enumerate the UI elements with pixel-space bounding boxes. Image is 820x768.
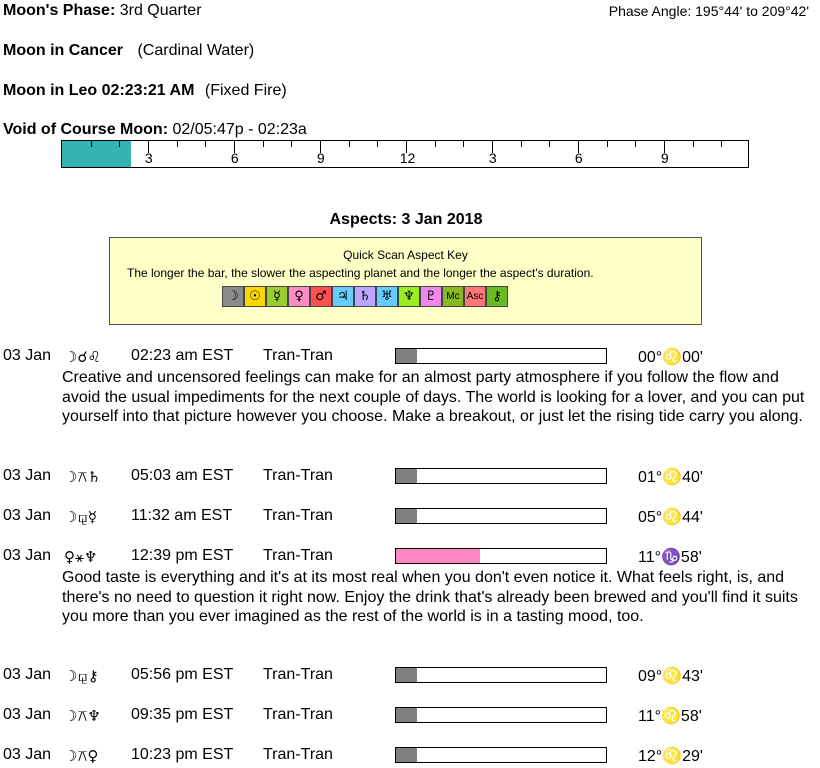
timeline-tick xyxy=(349,141,350,147)
pluto-icon: ♇ xyxy=(420,286,442,307)
aspect-duration-bar xyxy=(395,548,607,564)
aspect-row xyxy=(0,467,820,489)
timeline-hour-label: 6 xyxy=(230,150,239,166)
aspect-symbols: ☽⚻♄ xyxy=(64,468,101,486)
void-of-course-timeline xyxy=(61,140,749,168)
phase-angle-label: Phase Angle: xyxy=(608,3,692,19)
chiron-icon: ⚷ xyxy=(486,286,508,307)
timeline-tick xyxy=(435,141,436,147)
moon-sign-1-type: (Cardinal Water) xyxy=(137,42,255,59)
timeline-tick xyxy=(377,141,378,147)
aspect-date: 03 Jan xyxy=(3,666,52,683)
timeline-tick xyxy=(549,141,550,147)
midheaven-icon: Mc xyxy=(442,286,464,307)
timeline-hour-label: 9 xyxy=(316,150,325,166)
timeline-hour-label: 12 xyxy=(399,150,416,166)
aspect-row xyxy=(0,706,820,728)
timeline-hour-label: 6 xyxy=(574,150,583,166)
aspect-duration-fill xyxy=(396,668,417,682)
aspect-symbols: ☽⚼⚷ xyxy=(64,667,99,685)
aspect-type: Tran-Tran xyxy=(263,706,333,723)
aspect-time: 12:39 pm EST xyxy=(131,547,234,564)
phase-angle-line xyxy=(609,3,809,19)
timeline-tick xyxy=(721,141,722,147)
aspect-duration-fill xyxy=(396,549,480,563)
aspect-date: 03 Jan xyxy=(3,507,52,524)
moon-phase-line xyxy=(3,2,202,20)
aspect-duration-bar xyxy=(395,707,607,723)
aspect-interpretation: Good taste is everything and it's at its most real when you don't even notice it. What feels right, is, and there's no need to question it right now. Enjoy the drink that's already been brewed and you'll find it suits you more than you ever imagined as the rest of the world is in a tasting mood, too. xyxy=(62,569,798,625)
neptune-icon: ♆ xyxy=(398,286,420,307)
aspect-symbols: ☽☌♌ xyxy=(64,348,101,366)
timeline-hour-label: 3 xyxy=(488,150,497,166)
aspect-position: 01°♌40' xyxy=(638,469,703,486)
key-description: The longer the bar, the slower the aspecting planet and the longer the aspect's duration. xyxy=(127,266,594,280)
ascendant-icon: Asc xyxy=(464,286,486,307)
aspect-position: 11°♑58' xyxy=(638,549,702,566)
timeline-tick xyxy=(463,141,464,147)
aspect-date: 03 Jan xyxy=(3,467,52,484)
aspect-duration-fill xyxy=(396,469,417,483)
timeline-tick xyxy=(635,141,636,147)
aspect-row xyxy=(0,746,820,768)
mercury-icon: ☿ xyxy=(266,286,288,307)
timeline-tick xyxy=(91,141,92,147)
uranus-icon: ♅ xyxy=(376,286,398,307)
sun-icon: ☉ xyxy=(244,286,266,307)
moon-sign-line-1 xyxy=(3,42,254,60)
quick-scan-key xyxy=(109,237,702,325)
aspect-symbols: ♀⚹♆ xyxy=(64,548,98,566)
aspect-time: 05:56 pm EST xyxy=(131,666,234,683)
aspect-date: 03 Jan xyxy=(3,347,52,364)
aspect-type: Tran-Tran xyxy=(263,746,333,763)
aspect-type: Tran-Tran xyxy=(263,666,333,683)
timeline-tick xyxy=(693,141,694,147)
timeline-tick xyxy=(263,141,264,147)
aspect-type: Tran-Tran xyxy=(263,547,333,564)
aspect-row xyxy=(0,507,820,529)
aspect-row xyxy=(0,547,820,569)
aspect-duration-bar xyxy=(395,508,607,524)
aspect-symbols: ☽⚼☿ xyxy=(64,508,98,526)
timeline-tick xyxy=(119,141,120,147)
key-planet-row xyxy=(222,286,508,307)
jupiter-icon: ♃ xyxy=(332,286,354,307)
aspect-duration-fill xyxy=(396,349,417,363)
aspect-position: 12°♌29' xyxy=(638,748,703,765)
mars-icon: ♂ xyxy=(310,286,332,307)
aspect-time: 09:35 pm EST xyxy=(131,706,234,723)
aspect-position: 11°♌58' xyxy=(638,708,702,725)
aspect-time: 11:32 am EST xyxy=(131,507,233,524)
aspect-type: Tran-Tran xyxy=(263,467,333,484)
void-of-course-value: 02/05:47p - 02:23a xyxy=(172,121,307,138)
aspect-symbols: ☽⚻♀ xyxy=(64,747,99,765)
moon-sign-line-2 xyxy=(3,82,287,100)
aspect-row xyxy=(0,347,820,369)
aspect-duration-bar xyxy=(395,667,607,683)
aspect-time: 10:23 pm EST xyxy=(131,746,234,763)
aspect-duration-bar xyxy=(395,747,607,763)
aspect-duration-bar xyxy=(395,348,607,364)
aspect-type: Tran-Tran xyxy=(263,507,333,524)
moon-phase-value: 3rd Quarter xyxy=(119,2,202,19)
key-title: Quick Scan Aspect Key xyxy=(343,248,468,262)
timeline-tick xyxy=(177,141,178,147)
aspect-duration-fill xyxy=(396,509,417,523)
aspect-date: 03 Jan xyxy=(3,706,52,723)
aspect-date: 03 Jan xyxy=(3,746,52,763)
aspect-time: 05:03 am EST xyxy=(131,467,234,484)
aspects-title: Aspects: 3 Jan 2018 xyxy=(329,211,483,228)
saturn-icon: ♄ xyxy=(354,286,376,307)
aspect-type: Tran-Tran xyxy=(263,347,333,364)
void-of-course-fill xyxy=(62,141,131,167)
moon-icon: ☽ xyxy=(222,286,244,307)
aspect-duration-fill xyxy=(396,748,417,762)
aspect-symbols: ☽⚻♆ xyxy=(64,707,101,725)
aspect-time: 02:23 am EST xyxy=(131,347,234,364)
timeline-hour-label: 9 xyxy=(660,150,669,166)
moon-sign-1: Moon in Cancer xyxy=(3,42,124,59)
moon-sign-2: Moon in Leo 02:23:21 AM xyxy=(3,82,195,99)
venus-icon: ♀ xyxy=(288,286,310,307)
timeline-hour-label: 3 xyxy=(144,150,153,166)
aspect-date: 03 Jan xyxy=(3,547,52,564)
aspect-position: 00°♌00' xyxy=(638,349,703,366)
moon-sign-2-type: (Fixed Fire) xyxy=(204,82,287,99)
timeline-tick xyxy=(205,141,206,147)
aspect-duration-bar xyxy=(395,468,607,484)
phase-angle-value: 195°44' to 209°42' xyxy=(695,3,809,19)
aspect-position: 05°♌44' xyxy=(638,509,703,526)
aspect-duration-fill xyxy=(396,708,417,722)
aspect-interpretation: Creative and uncensored feelings can make for an almost party atmosphere if you follow the flow and avoid the usual impediments for the next couple of days. The world is looking for a lover, and you can put yourself into that picture however you choose. Make a breakout, or just let the rising tide carry you along. xyxy=(62,369,805,425)
timeline-tick xyxy=(521,141,522,147)
moon-phase-label: Moon's Phase: xyxy=(3,2,116,19)
timeline-tick xyxy=(607,141,608,147)
aspect-position: 09°♌43' xyxy=(638,668,703,685)
aspect-row xyxy=(0,666,820,688)
timeline-tick xyxy=(291,141,292,147)
void-of-course-line xyxy=(3,121,307,139)
void-of-course-label: Void of Course Moon: xyxy=(3,121,169,138)
